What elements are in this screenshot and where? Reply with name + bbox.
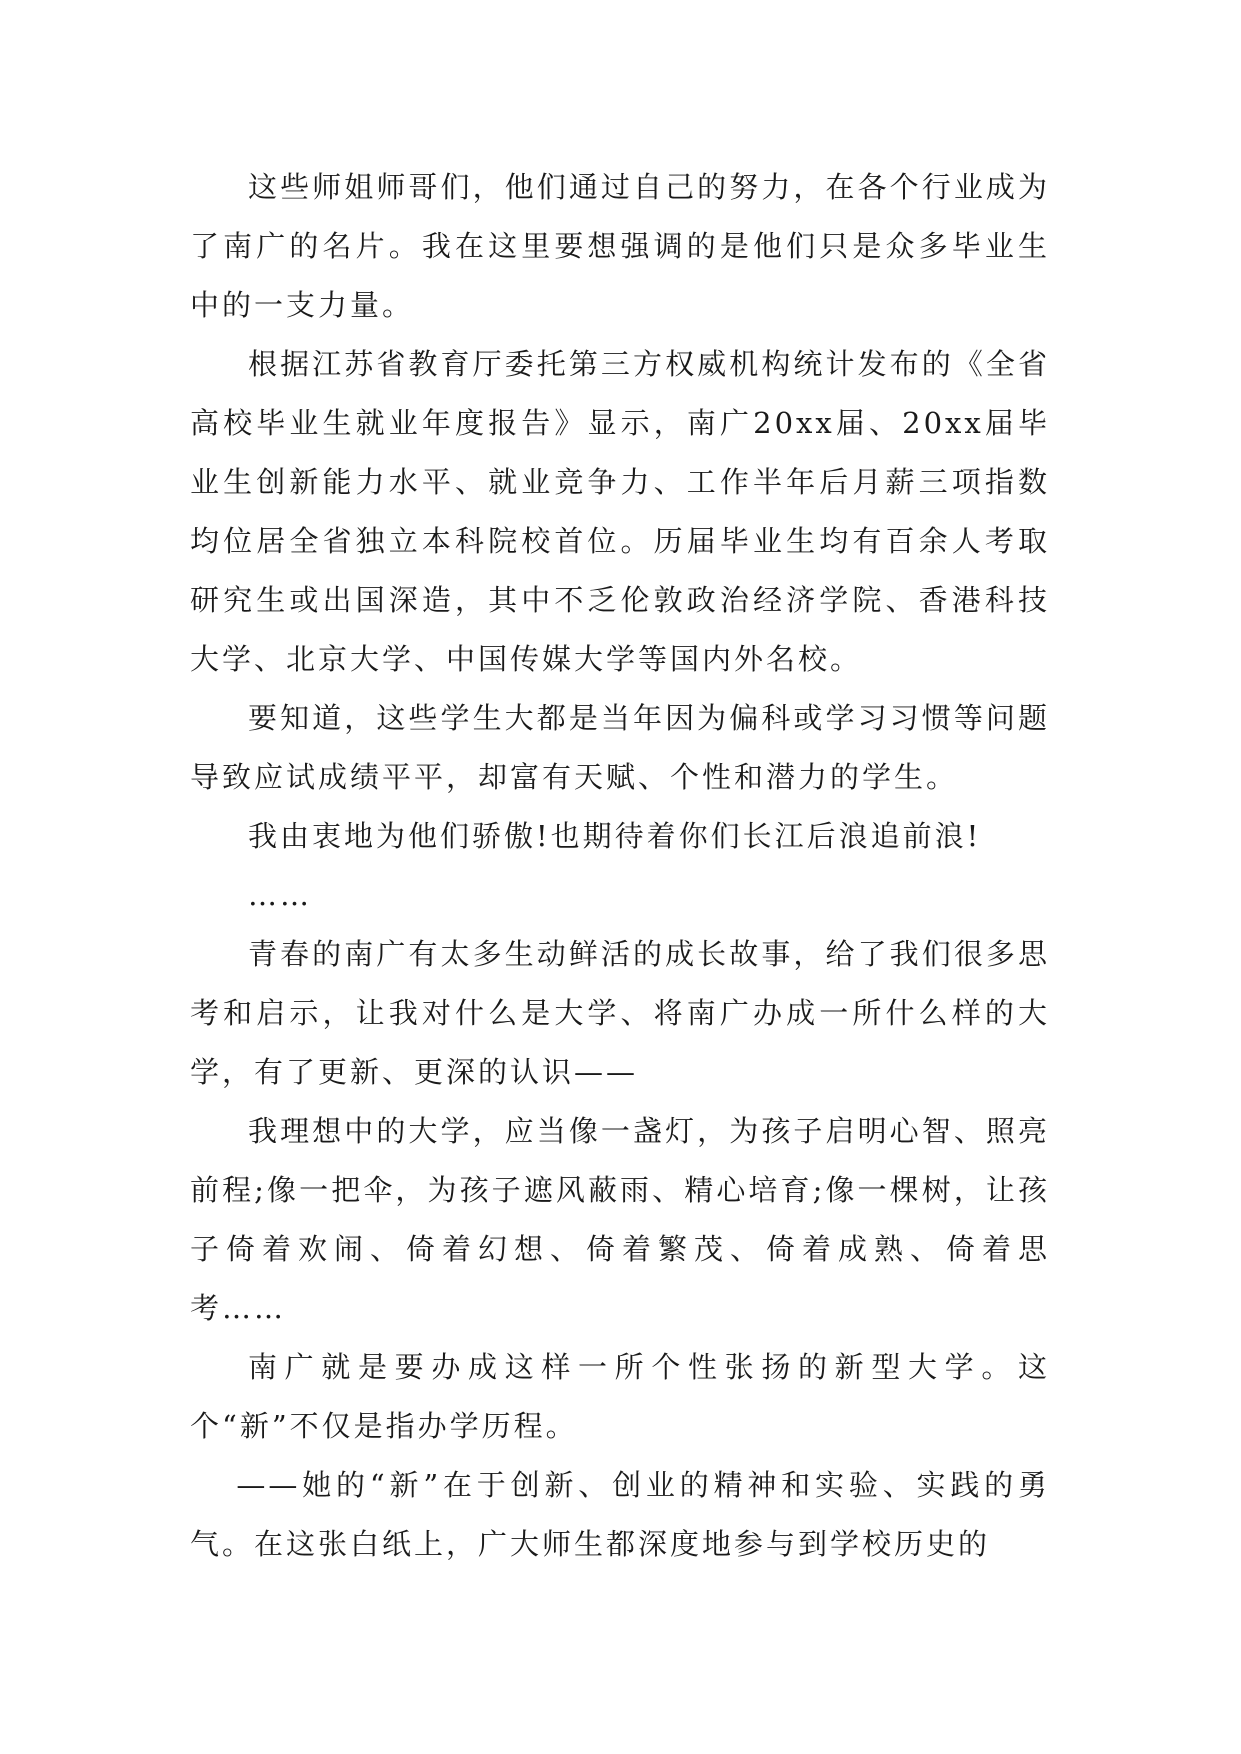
- paragraph: 南广就是要办成这样一所个性张扬的新型大学。这个“新”不仅是指办学历程。: [190, 1350, 1050, 1443]
- paragraph-ellipsis: ……: [248, 878, 312, 912]
- paragraph: ——她的“新”在于创新、创业的精神和实验、实践的勇气。在这张白纸上，广大师生都深度地参与到学校历史的: [190, 1468, 1050, 1561]
- document-body: [190, 158, 1050, 1574]
- paragraph: 根据江苏省教育厅委托第三方权威机构统计发布的《全省高校毕业生就业年度报告》显示，南广20xx届、20xx届毕业生创新能力水平、就业竞争力、工作半年后月薪三项指数均位居全省独立本科院校首位。历届毕业生均有百余人考取研究生或出国深造，其中不乏伦敦政治经济学院、香港科技大学、北京大学、中国传媒大学等国内外名校。: [190, 347, 1050, 676]
- paragraph: 我理想中的大学，应当像一盏灯，为孩子启明心智、照亮前程;像一把伞，为孩子遮风蔽雨、精心培育;像一棵树，让孩子倚着欢闹、倚着幻想、倚着繁茂、倚着成熟、倚着思考……: [190, 1114, 1050, 1325]
- paragraph: 青春的南广有太多生动鲜活的成长故事，给了我们很多思考和启示，让我对什么是大学、将南广办成一所什么样的大学，有了更新、更深的认识——: [190, 937, 1050, 1089]
- paragraph: 要知道，这些学生大都是当年因为偏科或学习习惯等问题导致应试成绩平平，却富有天赋、个性和潜力的学生。: [190, 701, 1050, 794]
- paragraph: 我由衷地为他们骄傲!也期待着你们长江后浪追前浪!: [248, 819, 982, 853]
- paragraph: 这些师姐师哥们，他们通过自己的努力，在各个行业成为了南广的名片。我在这里要想强调的是他们只是众多毕业生中的一支力量。: [190, 170, 1050, 322]
